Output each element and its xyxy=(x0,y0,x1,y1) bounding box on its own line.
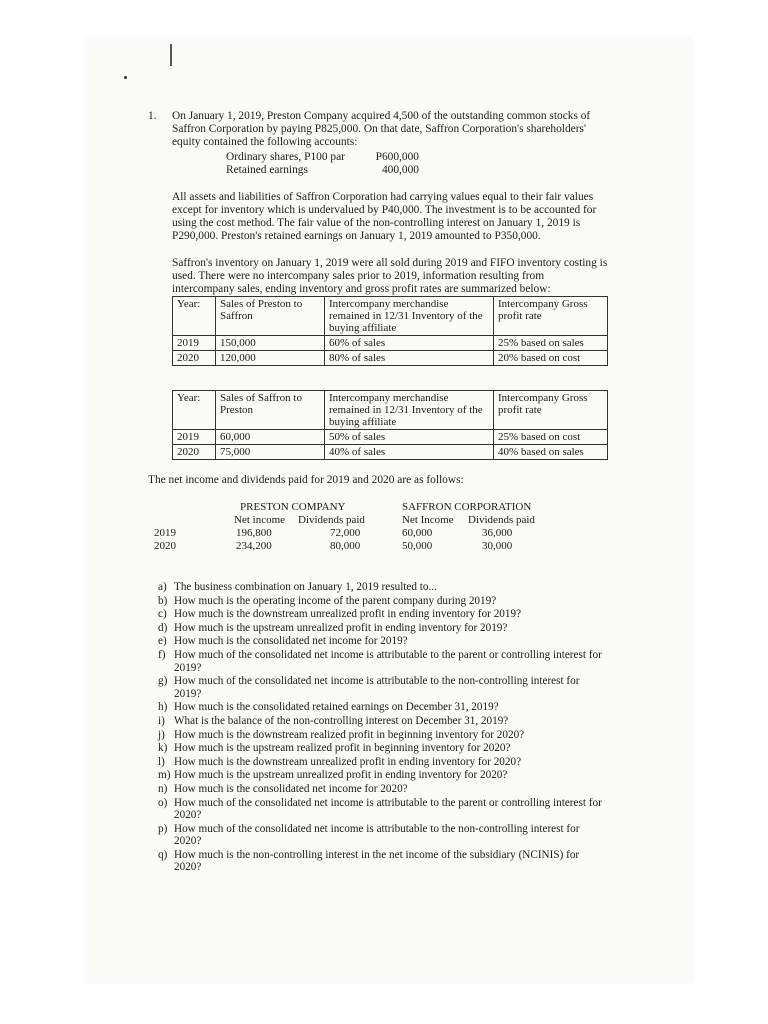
question-text: How much is the consolidated retained earnings on December 31, 2019? xyxy=(174,701,499,714)
list-item xyxy=(158,783,608,796)
table-cell: 120,000 xyxy=(216,351,325,366)
question-text: The business combination on January 1, 2019 resulted to... xyxy=(174,581,437,593)
list-item xyxy=(158,635,608,648)
pen-mark xyxy=(170,44,172,66)
table-header: Intercompany merchandise remained in 12/31 Inventory of the buying affiliate xyxy=(325,391,494,430)
problem-intro xyxy=(148,110,608,149)
list-item xyxy=(158,742,608,755)
net-income-table xyxy=(148,501,608,557)
account-row xyxy=(226,164,608,177)
question-letter: g) xyxy=(158,675,168,688)
table-cell: 40% of sales xyxy=(325,445,494,460)
list-item xyxy=(158,701,608,714)
list-item xyxy=(158,649,608,674)
table-header-row xyxy=(173,297,608,336)
problem-number: 1. xyxy=(148,110,157,122)
list-item xyxy=(158,729,608,742)
upstream-sales-table xyxy=(172,390,608,460)
question-text: How much of the consolidated net income is attributable to the non-controlling interest for 2019? xyxy=(174,675,580,700)
preston-net-income: 196,800 xyxy=(236,527,272,539)
question-text: What is the balance of the non-controlling interest on December 31, 2019? xyxy=(174,714,509,727)
table-cell: 2020 xyxy=(173,351,216,366)
saffron-net-income: 50,000 xyxy=(402,540,433,552)
table-cell: 150,000 xyxy=(216,336,325,351)
list-item xyxy=(158,675,608,700)
year-label: 2020 xyxy=(154,540,176,552)
document-content xyxy=(148,110,608,875)
account-value: 400,000 xyxy=(381,164,419,176)
question-letter: n) xyxy=(158,782,168,795)
question-text: How much of the consolidated net income is attributable to the parent or controlling interest for 2019? xyxy=(174,648,602,674)
table-header: Intercompany merchandise remained in 12/31 Inventory of the buying affiliate xyxy=(325,297,494,336)
preston-dividends: 80,000 xyxy=(330,540,361,552)
ink-dot xyxy=(124,76,127,79)
inventory-paragraph: Saffron's inventory on January 1, 2019 were all sold during 2019 and FIFO inventory costing is used. There were no intercompany sales prior to 2019, information resulting from intercompany sales, ending inventory and gross profit rates are summarized below: xyxy=(172,257,608,295)
account-label: Retained earnings xyxy=(226,164,308,176)
column-header: Net Income xyxy=(402,514,454,526)
table-cell: 80% of sales xyxy=(325,351,494,366)
table-header: Sales of Preston to Saffron xyxy=(216,297,325,336)
table-cell: 25% based on cost xyxy=(494,430,608,445)
question-text: How much is the upstream realized profit in beginning inventory for 2020? xyxy=(174,742,511,755)
table-cell: 75,000 xyxy=(216,445,325,460)
question-text: How much is the upstream unrealized profit in ending inventory for 2019? xyxy=(174,621,508,634)
preston-dividends: 72,000 xyxy=(330,527,361,539)
table-cell: 40% based on sales xyxy=(494,445,608,460)
question-text: How much of the consolidated net income is attributable to the parent or controlling interest for 2020? xyxy=(174,796,602,822)
preston-title: PRESTON COMPANY xyxy=(240,501,346,513)
question-letter: l) xyxy=(158,755,165,768)
net-income-intro: The net income and dividends paid for 2019 and 2020 are as follows: xyxy=(148,474,464,486)
list-item xyxy=(158,849,608,874)
column-header: Net income xyxy=(234,514,286,526)
saffron-dividends: 30,000 xyxy=(482,540,513,552)
table-row xyxy=(173,351,608,366)
list-item xyxy=(158,797,608,822)
question-letter: e) xyxy=(158,635,167,648)
fair-value-paragraph: All assets and liabilities of Saffron Corporation had carrying values equal to their fair values except for inventory which is undervalued by P40,000. The investment is to be accounted for using the cost method. The fair value of the non-controlling interest on January 1, 2019 is P290,000. Preston's retained earnings on January 1, 2019 amounted to P350,000. xyxy=(172,191,597,242)
list-item xyxy=(158,581,608,594)
question-letter: a) xyxy=(158,581,167,593)
question-text: How much is the non-controlling interest in the net income of the subsidiary (NCINIS) for 2020? xyxy=(174,848,580,874)
table-cell: 60% of sales xyxy=(325,336,494,351)
table-header: Year: xyxy=(173,297,216,336)
list-item xyxy=(158,769,608,782)
question-letter: c) xyxy=(158,608,167,621)
list-item xyxy=(158,622,608,635)
question-letter: p) xyxy=(158,822,168,835)
question-letter: i) xyxy=(158,714,165,727)
question-text: How much is the downstream realized profit in beginning inventory for 2020? xyxy=(174,728,525,741)
equity-accounts xyxy=(226,151,608,177)
table-cell: 2019 xyxy=(173,430,216,445)
list-item xyxy=(158,756,608,769)
year-label: 2019 xyxy=(154,527,176,539)
question-letter: k) xyxy=(158,742,168,755)
saffron-title: SAFFRON CORPORATION xyxy=(402,501,532,513)
column-header: Dividends paid xyxy=(468,514,535,526)
question-text: How much is the consolidated net income for 2019? xyxy=(174,635,408,648)
question-letter: d) xyxy=(158,621,168,634)
table-cell: 50% of sales xyxy=(325,430,494,445)
question-letter: q) xyxy=(158,848,168,861)
table-cell: 2020 xyxy=(173,445,216,460)
question-letter: m) xyxy=(158,769,171,782)
question-text: How much is the downstream unrealized profit in ending inventory for 2019? xyxy=(174,608,522,621)
question-text: How much is the upstream unrealized profit in ending inventory for 2020? xyxy=(174,769,508,782)
table-cell: 60,000 xyxy=(216,430,325,445)
table-header: Intercompany Gross profit rate xyxy=(494,391,608,430)
list-item xyxy=(158,715,608,728)
question-text: How much of the consolidated net income is attributable to the non-controlling interest for 2020? xyxy=(174,822,580,848)
table-row xyxy=(173,336,608,351)
question-text: How much is the consolidated net income for 2020? xyxy=(174,782,408,795)
question-letter: b) xyxy=(158,594,168,607)
saffron-net-income: 60,000 xyxy=(402,527,433,539)
list-item xyxy=(158,823,608,848)
table-header: Sales of Saffron to Preston xyxy=(216,391,325,430)
column-header: Dividends paid xyxy=(298,514,365,526)
preston-net-income: 234,200 xyxy=(236,540,272,552)
list-item xyxy=(158,595,608,608)
question-letter: o) xyxy=(158,796,168,809)
question-text: How much is the downstream unrealized profit in ending inventory for 2020? xyxy=(174,755,522,768)
account-row xyxy=(226,151,608,164)
table-row xyxy=(173,445,608,460)
downstream-sales-table xyxy=(172,296,608,366)
saffron-dividends: 36,000 xyxy=(482,527,513,539)
table-header-row xyxy=(173,391,608,430)
table-row xyxy=(173,430,608,445)
account-value: P600,000 xyxy=(375,151,419,163)
question-letter: h) xyxy=(158,701,168,714)
account-label: Ordinary shares, P100 par xyxy=(226,151,345,163)
question-text: How much is the operating income of the parent company during 2019? xyxy=(174,594,497,607)
table-header: Year: xyxy=(173,391,216,430)
question-list xyxy=(158,581,608,874)
list-item xyxy=(158,608,608,621)
table-cell: 2019 xyxy=(173,336,216,351)
question-letter: f) xyxy=(158,648,166,661)
table-cell: 20% based on cost xyxy=(494,351,608,366)
table-cell: 25% based on sales xyxy=(494,336,608,351)
table-header: Intercompany Gross profit rate xyxy=(494,297,608,336)
question-letter: j) xyxy=(158,728,165,741)
intro-paragraph: On January 1, 2019, Preston Company acquired 4,500 of the outstanding common stocks of Saffron Corporation by paying P825,000. On that date, Saffron Corporation's shareholders' equity contained the following accounts: xyxy=(172,110,591,148)
